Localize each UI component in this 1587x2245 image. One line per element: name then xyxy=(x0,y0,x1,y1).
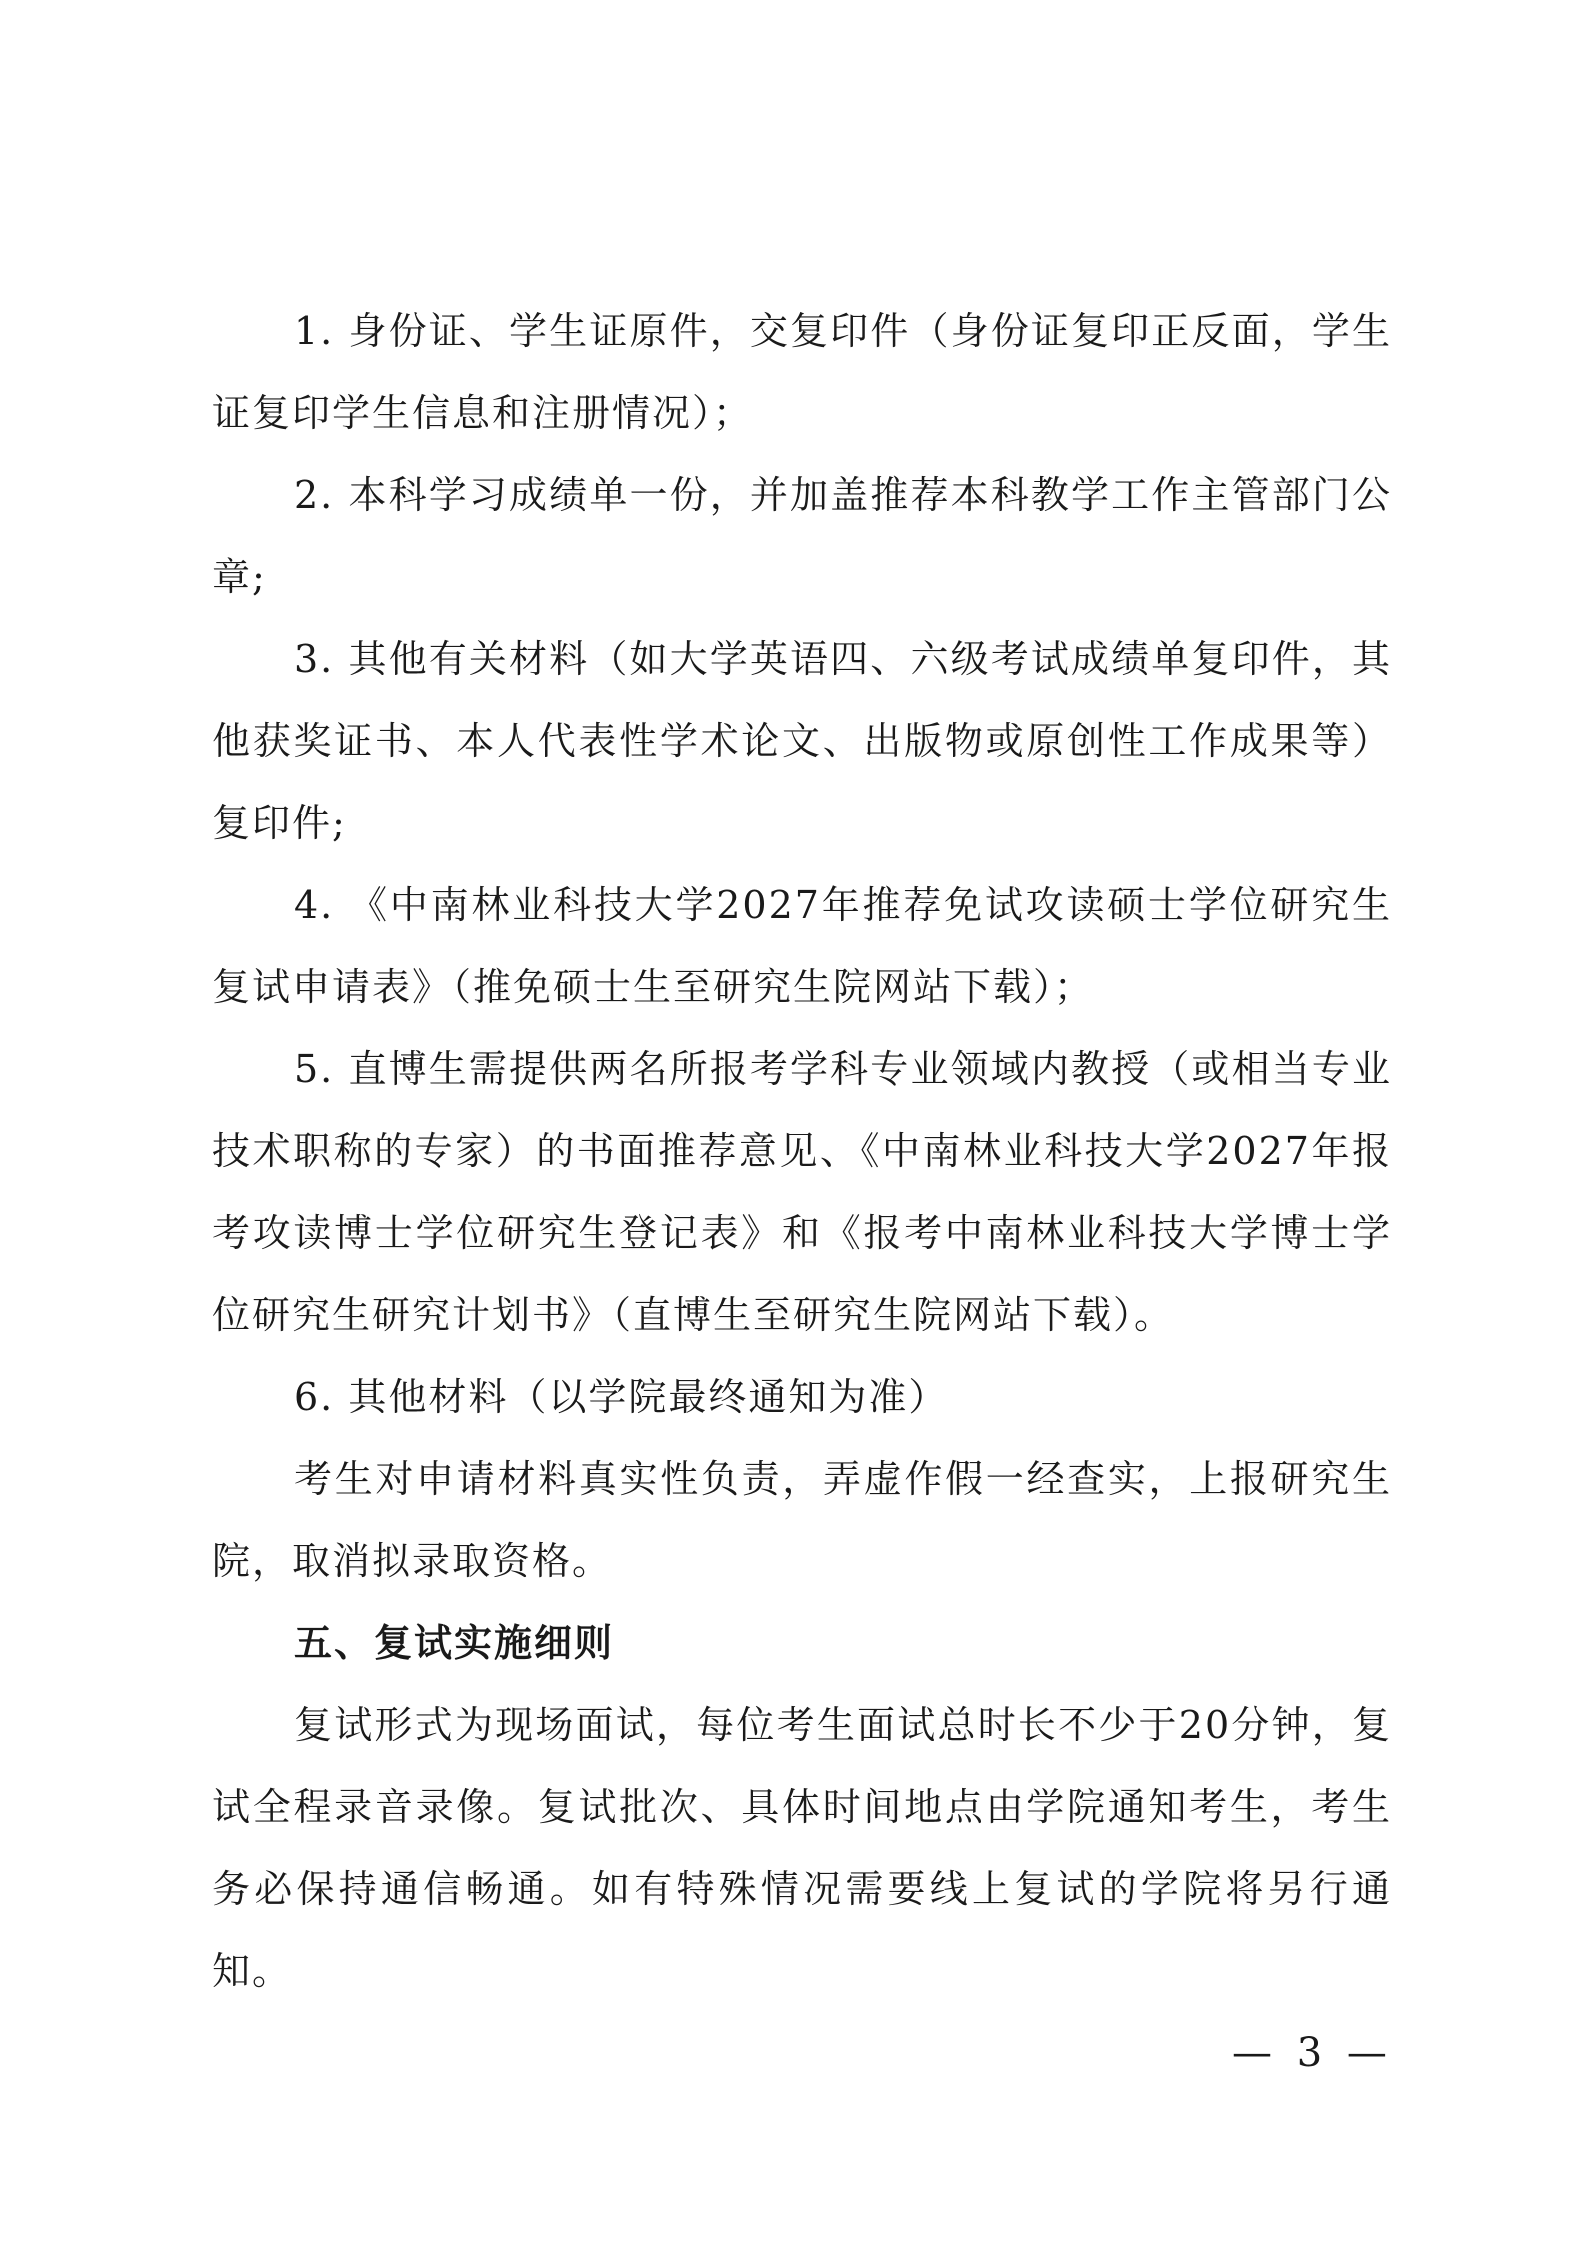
list-item-transcript: 2. 本科学习成绩单一份，并加盖推荐本科教学工作主管部门公章; xyxy=(212,473,1392,599)
section-body: 复试形式为现场面试，每位考生面试总时长不少于20分钟，复试全程录音录像。复试批次、具体时间地点由学院通知考生，考生务必保持通信畅通。如有特殊情况需要线上复试的学院将另行通知。 xyxy=(212,1703,1392,1993)
list-item-application-form: 4. 《中南林业科技大学2027年推荐免试攻读硕士学位研究生复试申请表》（推免硕士生至研究生院网站下载）； xyxy=(212,883,1392,1009)
list-item-direct-phd: 5. 直博生需提供两名所报考学科专业领域内教授（或相当专业技术职称的专家）的书面推荐意见、《中南林业科技大学2027年报考攻读博士学位研究生登记表》和《报考中南林业科技大学博士学位研究生研究计划书》（直博生至研究生院网站下载）。 xyxy=(212,1047,1392,1337)
list-item-other-materials: 3. 其他有关材料（如大学英语四、六级考试成绩单复印件，其他获奖证书、本人代表性学术论文、出版物或原创性工作成果等）复印件; xyxy=(212,637,1392,845)
page-number: — 3 — xyxy=(1232,2030,1393,2076)
responsibility-note: 考生对申请材料真实性负责，弄虚作假一经查实，上报研究生院，取消拟录取资格。 xyxy=(212,1457,1392,1583)
list-item-misc: 6. 其他材料（以学院最终通知为准） xyxy=(294,1375,949,1419)
list-item-id-documents: 1. 身份证、学生证原件，交复印件（身份证复印正反面，学生证复印学生信息和注册情况）； xyxy=(212,309,1392,435)
section-heading: 五、复试实施细则 xyxy=(294,1621,615,1665)
document-body xyxy=(212,290,1392,2012)
